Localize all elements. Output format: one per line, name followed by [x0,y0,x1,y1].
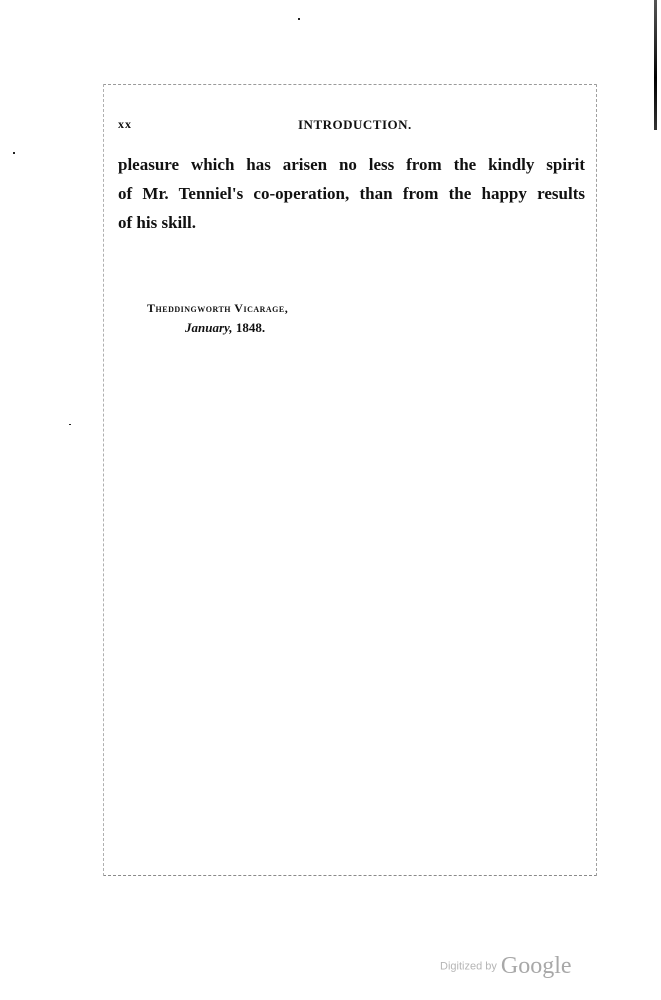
scan-edge-bar [654,0,657,130]
signature-month: January, [185,320,233,335]
page-number: xx [118,117,132,131]
text-line: pleasure which has arisen no less from the kindly spirit [118,155,585,174]
signature-place: Theddingworth Vicarage, [147,301,289,315]
signature-date [185,318,288,338]
text-line: of Mr. Tenniel's co-operation, than from the happy results [118,184,585,203]
scan-speck [298,18,300,20]
running-head: INTRODUCTION. [298,117,412,132]
watermark-brand-logo: Google [500,953,572,979]
body-paragraph [118,150,585,237]
digitized-watermark [440,953,572,980]
signature-year: 1848. [235,320,266,335]
signature-block [147,298,288,338]
page-header [118,117,583,137]
watermark-prefix: Digitized by [440,960,497,973]
scan-speck [69,424,71,425]
text-line: of his skill. [118,213,196,232]
scan-speck [13,152,15,154]
